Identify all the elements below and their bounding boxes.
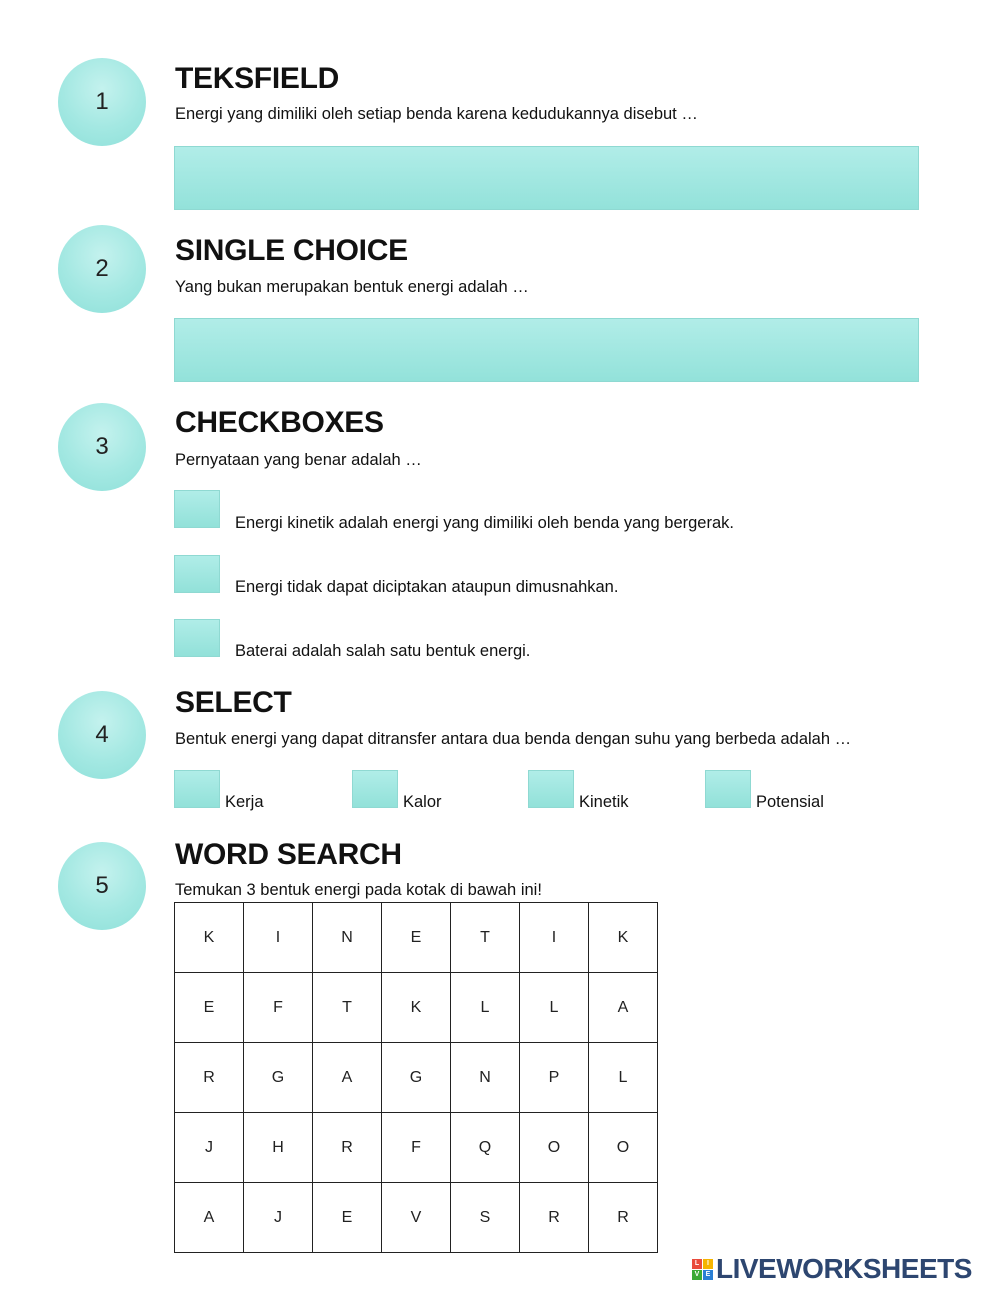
logo-block-i: I xyxy=(703,1259,713,1269)
grid-cell[interactable]: I xyxy=(520,903,589,973)
checkbox-option-3-label: Baterai adalah salah satu bentuk energi. xyxy=(235,642,531,660)
grid-cell[interactable]: I xyxy=(244,903,313,973)
select-option-2[interactable] xyxy=(352,770,398,808)
logo-text: LIVEWORKSHEETS xyxy=(716,1253,972,1284)
select-option-1[interactable] xyxy=(174,770,220,808)
question-5-prompt: Temukan 3 bentuk energi pada kotak di bawah ini! xyxy=(175,881,542,899)
grid-row xyxy=(175,1113,658,1183)
grid-cell[interactable]: T xyxy=(313,973,382,1043)
select-option-3-label: Kinetik xyxy=(579,793,629,811)
grid-cell[interactable]: Q xyxy=(451,1113,520,1183)
grid-cell[interactable]: G xyxy=(382,1043,451,1113)
checkbox-option-1-label: Energi kinetik adalah energi yang dimiliki oleh benda yang bergerak. xyxy=(235,514,734,532)
grid-cell[interactable]: H xyxy=(244,1113,313,1183)
grid-cell[interactable]: L xyxy=(589,1043,658,1113)
question-5-title: WORD SEARCH xyxy=(175,838,402,871)
grid-cell[interactable]: K xyxy=(175,903,244,973)
single-choice-dropdown[interactable] xyxy=(174,318,919,382)
select-option-3[interactable] xyxy=(528,770,574,808)
grid-cell[interactable]: R xyxy=(520,1183,589,1253)
grid-cell[interactable]: R xyxy=(175,1043,244,1113)
checkbox-option-2-label: Energi tidak dapat diciptakan ataupun dimusnahkan. xyxy=(235,578,619,596)
grid-cell[interactable]: E xyxy=(175,973,244,1043)
grid-cell[interactable]: S xyxy=(451,1183,520,1253)
question-number-5: 5 xyxy=(58,842,146,930)
grid-cell[interactable]: E xyxy=(382,903,451,973)
logo-block-v: V xyxy=(692,1270,702,1280)
question-4-title: SELECT xyxy=(175,686,292,719)
question-2-title: SINGLE CHOICE xyxy=(175,234,408,267)
grid-cell[interactable]: N xyxy=(451,1043,520,1113)
grid-cell[interactable]: A xyxy=(175,1183,244,1253)
question-number-2: 2 xyxy=(58,225,146,313)
grid-row xyxy=(175,903,658,973)
text-answer-field[interactable] xyxy=(174,146,919,210)
grid-row xyxy=(175,1183,658,1253)
question-3-title: CHECKBOXES xyxy=(175,406,384,439)
logo-block-l: L xyxy=(692,1259,702,1269)
checkbox-option-1[interactable] xyxy=(174,490,220,528)
grid-cell[interactable]: K xyxy=(382,973,451,1043)
grid-cell[interactable]: J xyxy=(244,1183,313,1253)
logo-block-e: E xyxy=(703,1270,713,1280)
checkbox-option-2[interactable] xyxy=(174,555,220,593)
select-option-1-label: Kerja xyxy=(225,793,264,811)
grid-cell[interactable]: P xyxy=(520,1043,589,1113)
question-number-1: 1 xyxy=(58,58,146,146)
grid-cell[interactable]: J xyxy=(175,1113,244,1183)
checkbox-option-3[interactable] xyxy=(174,619,220,657)
question-4-prompt: Bentuk energi yang dapat ditransfer antara dua benda dengan suhu yang berbeda adalah … xyxy=(175,730,852,748)
word-search-grid[interactable] xyxy=(174,902,658,1253)
grid-cell[interactable]: A xyxy=(589,973,658,1043)
grid-cell[interactable]: E xyxy=(313,1183,382,1253)
grid-cell[interactable]: R xyxy=(313,1113,382,1183)
grid-cell[interactable]: R xyxy=(589,1183,658,1253)
grid-cell[interactable]: N xyxy=(313,903,382,973)
grid-row xyxy=(175,973,658,1043)
select-option-4-label: Potensial xyxy=(756,793,824,811)
grid-cell[interactable]: L xyxy=(520,973,589,1043)
question-1-prompt: Energi yang dimiliki oleh setiap benda karena kedudukannya disebut … xyxy=(175,105,698,123)
question-number-4: 4 xyxy=(58,691,146,779)
grid-cell[interactable]: O xyxy=(589,1113,658,1183)
grid-cell[interactable]: K xyxy=(589,903,658,973)
grid-cell[interactable]: F xyxy=(382,1113,451,1183)
grid-cell[interactable]: V xyxy=(382,1183,451,1253)
question-3-prompt: Pernyataan yang benar adalah … xyxy=(175,451,422,469)
question-1-title: TEKSFIELD xyxy=(175,62,339,95)
liveworksheets-logo xyxy=(692,1253,972,1285)
grid-cell[interactable]: F xyxy=(244,973,313,1043)
grid-row xyxy=(175,1043,658,1113)
grid-cell[interactable]: G xyxy=(244,1043,313,1113)
logo-blocks-icon xyxy=(692,1259,713,1280)
grid-cell[interactable]: A xyxy=(313,1043,382,1113)
select-option-2-label: Kalor xyxy=(403,793,442,811)
grid-cell[interactable]: T xyxy=(451,903,520,973)
select-option-4[interactable] xyxy=(705,770,751,808)
grid-cell[interactable]: O xyxy=(520,1113,589,1183)
grid-cell[interactable]: L xyxy=(451,973,520,1043)
question-number-3: 3 xyxy=(58,403,146,491)
question-2-prompt: Yang bukan merupakan bentuk energi adalah … xyxy=(175,278,529,296)
